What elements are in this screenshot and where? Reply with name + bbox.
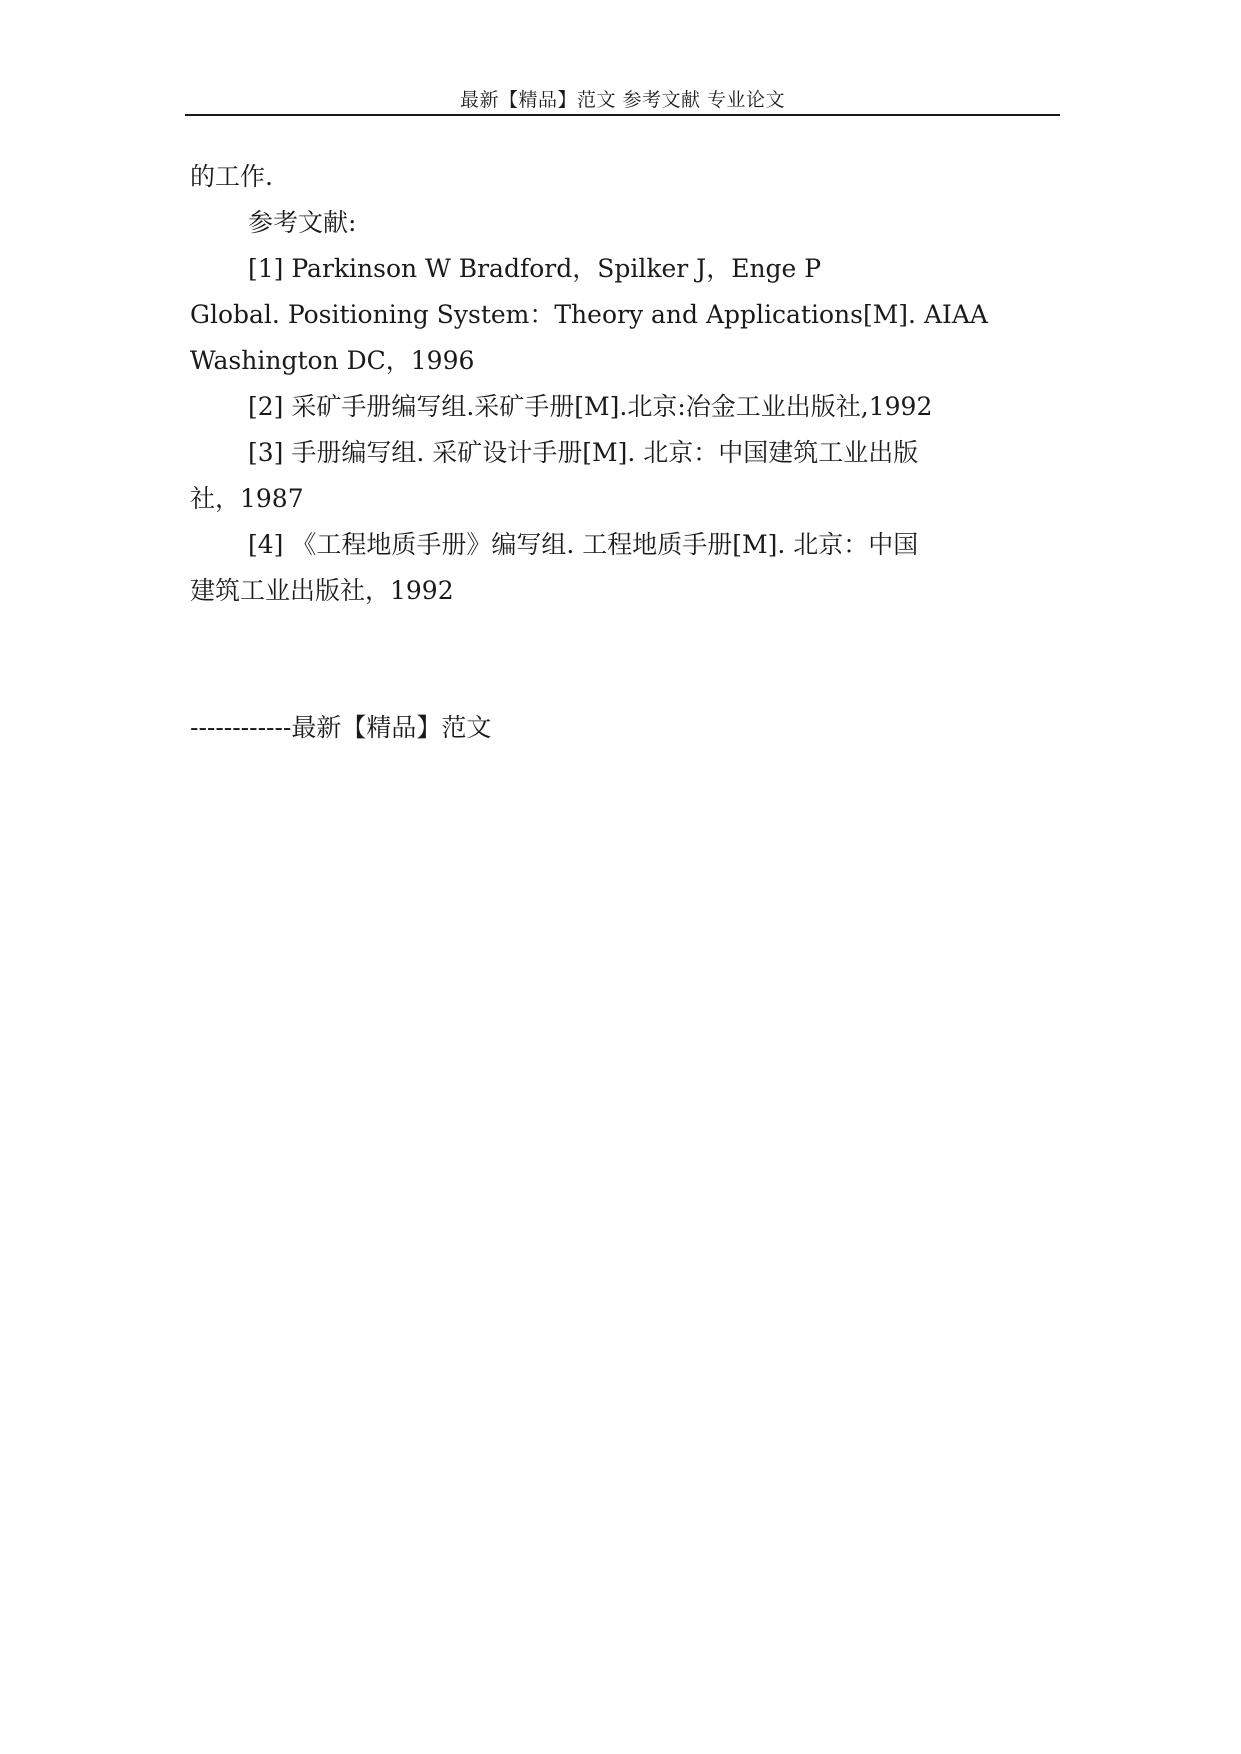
- continuation-line: 的工作.: [190, 162, 273, 191]
- reference-3-line-1: [3] 手册编写组. 采矿设计手册[M]. 北京：中国建筑工业出版: [248, 438, 919, 467]
- references-title: 参考文献:: [248, 208, 357, 237]
- reference-4-line-2: 建筑工业出版社，1992: [190, 576, 454, 605]
- reference-1-line-1: [1] Parkinson W Bradford，Spilker J，Enge P: [248, 254, 822, 283]
- reference-4-line-1: [4] 《工程地质手册》编写组. 工程地质手册[M]. 北京：中国: [248, 530, 919, 559]
- reference-1-line-3: Washington DC，1996: [190, 346, 475, 375]
- page-header: 最新【精品】范文 参考文献 专业论文: [459, 89, 786, 111]
- page-footer: ------------最新【精品】范文: [190, 713, 492, 742]
- reference-3-line-2: 社，1987: [190, 484, 304, 513]
- document-body: [190, 154, 1070, 614]
- header-rule: [185, 114, 1060, 116]
- reference-2-line-1: [2] 采矿手册编写组.采矿手册[M].北京:冶金工业出版社,1992: [248, 392, 933, 421]
- reference-1-line-2: Global. Positioning System：Theory and Applications[M]. AIAA: [190, 300, 988, 329]
